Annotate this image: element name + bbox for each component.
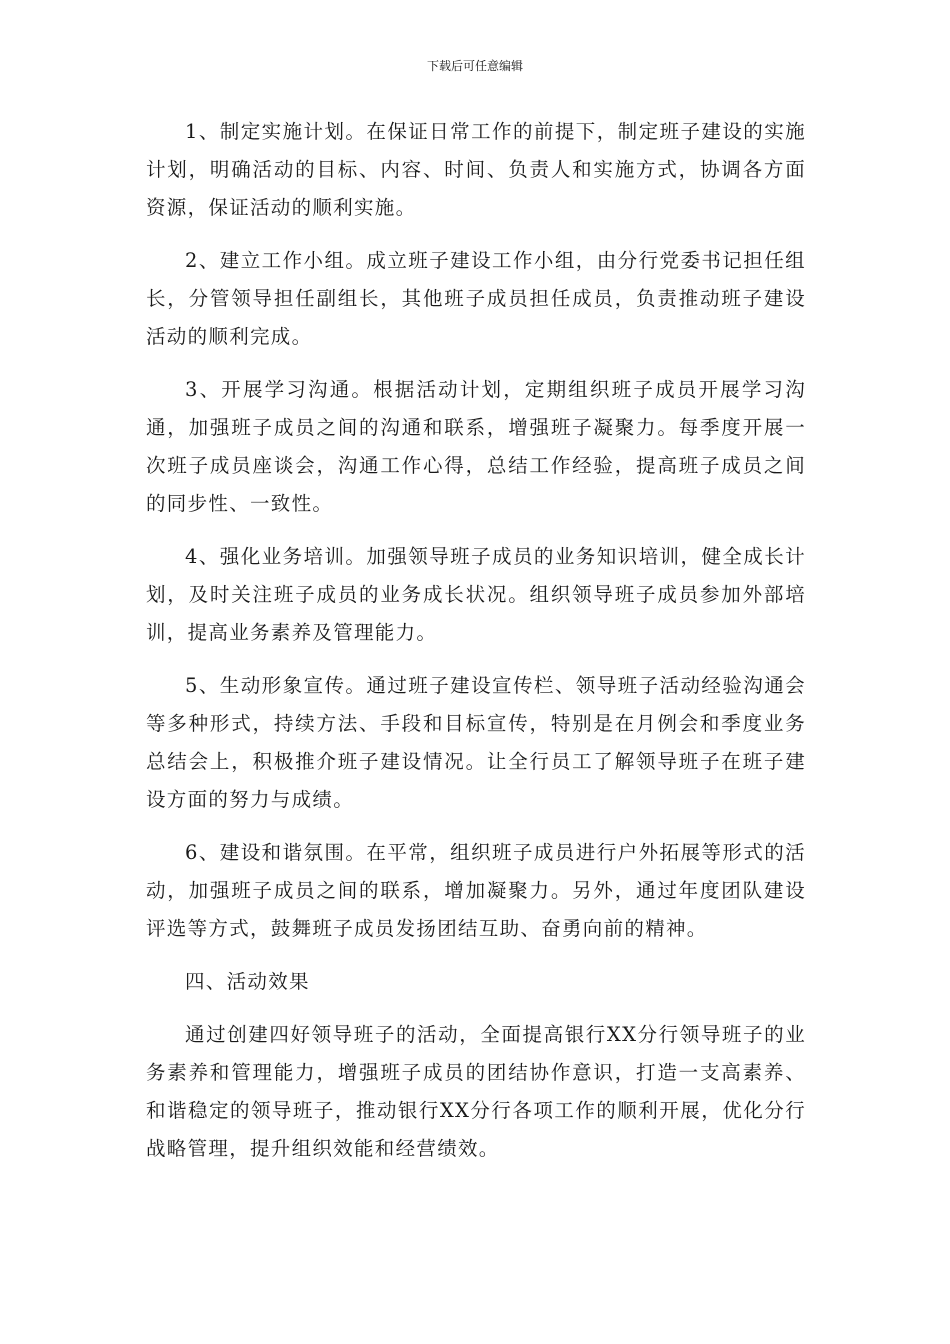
paragraph-item-5: 5、生动形象宣传。通过班子建设宣传栏、领导班子活动经验沟通会等多种形式，持续方法、手段和目标宣传，特别是在月例会和季度业务总结会上，积极推介班子建设情况。让全行员工了解领导班子在班子建设方面的努力与成绩。 (146, 674, 806, 811)
document-body (146, 113, 806, 1183)
paragraph-item-6: 6、建设和谐氛围。在平常，组织班子成员进行户外拓展等形式的活动，加强班子成员之间的联系，增加凝聚力。另外，通过年度团队建设评选等方式，鼓舞班子成员发扬团结互助、奋勇向前的精神。 (146, 841, 806, 940)
paragraph-item-1: 1、制定实施计划。在保证日常工作的前提下，制定班子建设的实施计划，明确活动的目标、内容、时间、负责人和实施方式，协调各方面资源，保证活动的顺利实施。 (146, 120, 806, 219)
paragraph-item-3: 3、开展学习沟通。根据活动计划，定期组织班子成员开展学习沟通，加强班子成员之间的沟通和联系，增强班子凝聚力。每季度开展一次班子成员座谈会，沟通工作心得，总结工作经验，提高班子成员之间的同步性、一致性。 (146, 378, 806, 515)
paragraph-item-2: 2、建立工作小组。成立班子建设工作小组，由分行党委书记担任组长，分管领导担任副组长，其他班子成员担任成员，负责推动班子建设活动的顺利完成。 (146, 249, 806, 348)
closing-paragraph: 通过创建四好领导班子的活动，全面提高银行XX分行领导班子的业务素养和管理能力，增强班子成员的团结协作意识，打造一支高素养、和谐稳定的领导班子，推动银行XX分行各项工作的顺利开展，优化分行战略管理，提升组织效能和经营绩效。 (146, 1023, 806, 1160)
paragraph-item-4: 4、强化业务培训。加强领导班子成员的业务知识培训，健全成长计划，及时关注班子成员的业务成长状况。组织领导班子成员参加外部培训，提高业务素养及管理能力。 (146, 545, 806, 644)
section-heading: 四、活动效果 (185, 970, 310, 993)
page-header: 下载后可任意编辑 (426, 59, 523, 73)
